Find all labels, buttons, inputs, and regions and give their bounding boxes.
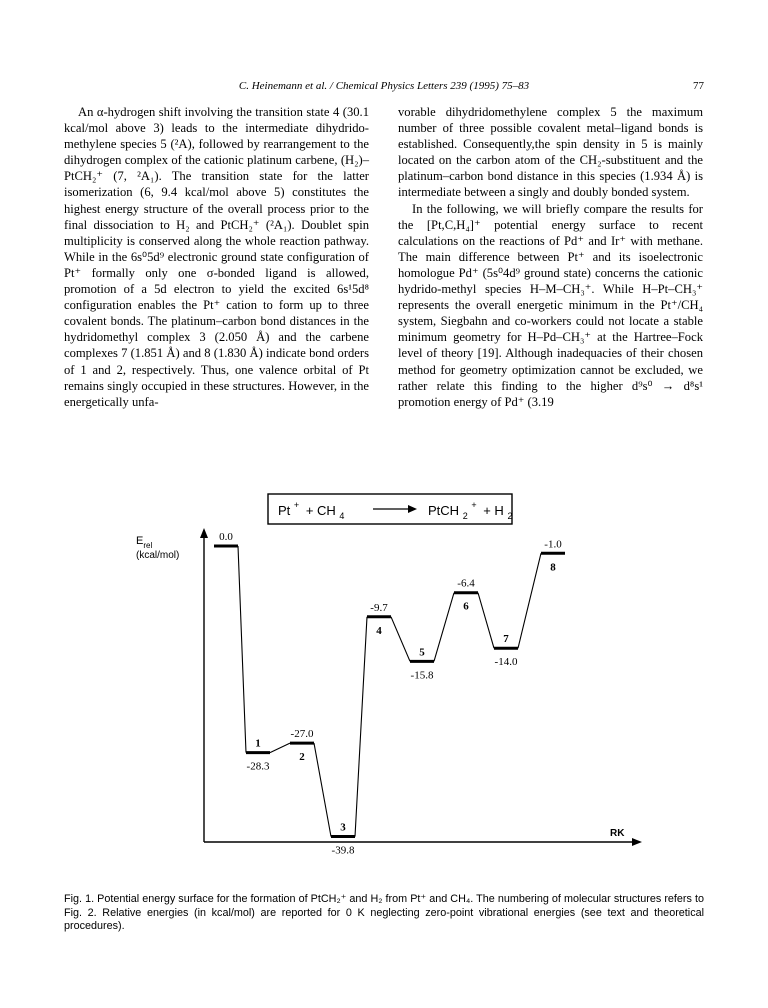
product-ptch2-charge: + <box>471 500 477 510</box>
level-energy-6: -6.4 <box>457 577 475 590</box>
reactant-ch4-sub: 4 <box>339 511 345 521</box>
reactant-pt: Pt <box>278 503 291 518</box>
level-energy-1: -28.3 <box>246 760 270 773</box>
left-paragraph: An α-hydrogen shift involving the transition state 4 (30.1 kcal/mol above 3) leads to the intermediate dihydrido-methylene species 5 (²A), followed by rearrangement to the dihydrogen complex of the cationic platinum carbene, (H₂)–PtCH₂⁺ (7, ²A₁). The transition state for the latter isomerization (6, 9.4 kcal/mol above 5) constitutes the highest energy structure of the overall process prior to the final dissociation to H₂ and PtCH₂⁺ (²A₁). Doublet spin multiplicity is conserved along the whole reaction pathway. While in the 6s⁰5d⁹ electronic ground state configuration of Pt⁺ formally only one σ-bonded ligand is allowed, promotion of a 5d electron to yield the excited 6s¹5d⁸ configuration enables the Pt⁺ cation to form up to three covalent bonds. The platinum–carbon bond distances in the hydridomethyl complex 3 (2.050 Å) and the carbene complexes 7 (1.851 Å) and 8 (1.830 Å) indicate bond orders of 1 and 2, respectively. Thus, one valence orbital of Pt remains singly occupied in these structures. However, in the energetically unfa- <box>64 105 369 409</box>
svg-text:PtCH 2 + + H <box>428 496 512 522</box>
y-axis-label: $E_{rel}$ <box>136 535 153 550</box>
product-h2: + H <box>483 503 504 518</box>
level-id-4: 4 <box>376 624 382 637</box>
pes-connector <box>238 546 541 837</box>
reactant-pt-charge: + <box>293 500 300 510</box>
level-energy-7: -14.0 <box>494 656 518 669</box>
level-energy-8: -1.0 <box>544 538 562 551</box>
right-paragraph-2: In the following, we will briefly compare the results for the [Pt,C,H₄]⁺ potential energy surface to recent calculations on the reactions of Pd⁺ and Ir⁺ with methane. The main difference between Pt⁺ and its isoelectronic homologue Pd⁺ (5s⁰4d⁹ ground state) concerns the cationic hydrido-methyl species H–M–CH₃⁺. While H–Pt–CH₃⁺ represents the overall energetic minimum in the Pt⁺/CH₄ system, Siegbahn and co-workers could not locate a stable minimum geometry for H–Pd–CH₃⁺ at the Hartree–Fock level of theory [19]. Although inadequacies of their chosen method for geometry optimization cannot be excluded, we rather relate this finding to the higher d⁹s⁰ → d⁸s¹ promotion energy of Pd⁺ (3.19 <box>398 201 703 409</box>
level-id-7: 7 <box>503 633 509 646</box>
right-column <box>398 104 703 410</box>
product-ptch2-sub: 2 <box>462 511 468 521</box>
level-energy-0: 0.0 <box>219 531 233 543</box>
level-id-2: 2 <box>299 751 305 764</box>
y-axis-arrowhead <box>200 528 208 538</box>
page-header <box>64 80 704 96</box>
level-id-5: 5 <box>419 646 425 659</box>
energy-levels <box>214 531 565 857</box>
x-axis-label: RK <box>610 828 625 839</box>
level-id-1: 1 <box>255 737 261 750</box>
figure-caption <box>64 893 704 934</box>
y-axis-unit: (kcal/mol) <box>136 550 180 561</box>
page-number: 77 <box>693 80 704 92</box>
product-h2-sub: 2 <box>507 511 513 521</box>
level-id-8: 8 <box>550 561 556 574</box>
reaction-arrowhead <box>408 505 417 513</box>
svg-text:Pt + + CH 4 <box>278 496 344 521</box>
level-id-3: 3 <box>340 821 346 834</box>
left-column <box>64 104 369 410</box>
energy-diagram-figure <box>90 488 650 857</box>
energy-diagram <box>90 488 650 857</box>
level-energy-4: -9.7 <box>370 601 388 614</box>
level-energy-3: -39.8 <box>331 844 355 857</box>
right-paragraph-1: vorable dihydridomethylene complex 5 the maximum number of three possible covalent metal–ligand bonds is established. Consequently,the spin density in 5 is mainly located on the carbon atom of the CH₂-substituent and the platinum–carbon bond distance in this species (1.934 Å) is intermediate between a singly and doubly bonded system. <box>398 105 703 200</box>
caption-text: Fig. 1. Potential energy surface for the formation of PtCH₂⁺ and H₂ from Pt⁺ and CH₄. The numbering of molecular structures refers to Fig. 2. Relative energies (in kcal/mol) are reported for 0 K neglecting zero-point vibrational energies (see text and theoretical procedures). <box>64 893 704 932</box>
level-id-6: 6 <box>463 600 469 613</box>
product-ptch2: PtCH <box>428 503 460 518</box>
x-axis-arrowhead <box>632 838 642 846</box>
level-energy-5: -15.8 <box>410 669 434 682</box>
level-energy-2: -27.0 <box>290 728 314 741</box>
running-title: C. Heinemann et al. / Chemical Physics Letters 239 (1995) 75–83 <box>238 80 530 92</box>
reactant-ch4: + CH <box>305 503 336 518</box>
